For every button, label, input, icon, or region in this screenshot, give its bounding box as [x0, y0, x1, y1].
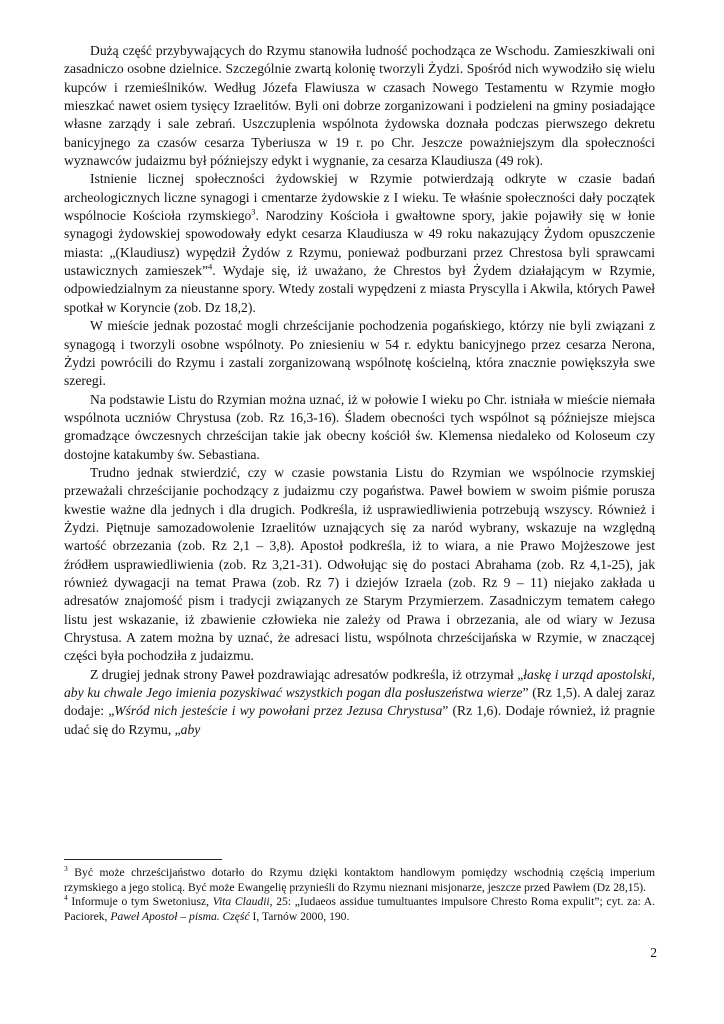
- body-text: [64, 42, 655, 739]
- text-run: Być może chrześcijaństwo dotarło do Rzymu dzięki kontaktom handlowym pomiędzy wschodnią częścią imperium rzymskiego a jego stolicą. Być może Ewangelię przynieśli do Rzymu nieznani misjonarze, jeszcze przed Pawłem (Dz 28,15).: [64, 866, 655, 894]
- footnote: [64, 895, 655, 924]
- text-run: I, Tarnów 2000, 190.: [249, 909, 350, 923]
- footnote: [64, 866, 655, 895]
- italic-text: Paweł Apostoł – pisma. Część: [110, 909, 250, 923]
- paragraph: [64, 464, 655, 666]
- text-run: Na podstawie Listu do Rzymian można uznać, iż w połowie I wieku po Chr. istniała w mieście niemała wspólnota uczniów Chrystusa (zob. Rz 16,3-16). Śladem obecności tych wspólnot są późniejsze miejsca gromadzące ówczesnych chrześcijan takie jak obecny kościół św. Klemensa niedaleko od Koloseum czy dostojne katakumby św. Sebastiana.: [64, 391, 655, 462]
- text-run: . Wydaje się, iż uważano, że Chrestos był Żydem działającym w Rzymie, odpowiedzialnym za nieustanne spory. Wtedy zostali wypędzeni z miasta Pryscylla i Akwila, których Paweł spotkał w Koryncie (zob. Dz 18,2).: [64, 263, 655, 315]
- italic-text: Wśród nich jesteście i wy powołani przez Jezusa Chrystusa: [114, 703, 443, 719]
- paragraph: [64, 391, 655, 464]
- paragraph: [64, 42, 655, 170]
- footnote-ref: 3: [64, 864, 68, 874]
- text-run: Istnienie licznej społeczności żydowskiej w Rzymie potwierdzają odkryte w czasie badań archeologicznych liczne synagogi i cmentarze żydowskie z I wieku. Te właśnie społeczności dały początek wspólnocie Kościoła rzymskiego: [64, 171, 655, 224]
- text-run: . Narodziny Kościoła i gwałtowne spory, jakie pojawiły się w łonie synagogi żydowskiej spowodowały edykt cesarza Klaudiusza w 49 roku nakazujący Żydom opuszczenie miasta: „(Klaudiusz) wypędził Żydów z Rzymu, ponieważ podburzani przez Chrestosa byli sprawcami ustawicznych zamieszek”: [64, 208, 655, 279]
- text-run: ” (Rz 1,6). Dodaje również, iż pragnie udać się do Rzymu, „: [64, 703, 655, 737]
- footnote-separator: [64, 859, 222, 860]
- text-run: W mieście jednak pozostać mogli chrześcijanie pochodzenia pogańskiego, którzy nie byli związani z synagogą i tworzyli osobne wspólnoty. Po zniesieniu w 54 r. edyktu banicyjnego przez cesarza Nerona, Żydzi powrócili do Rzymu i zastali zorganizowaną wspólnotę kościelną, która znacznie powiększyła swe szeregi.: [64, 318, 655, 389]
- footnote-ref: 4: [208, 261, 213, 272]
- paragraph: [64, 666, 655, 739]
- text-run: Informuje o tym Swetoniusz,: [67, 895, 213, 909]
- italic-text: Vita Claudii: [212, 895, 270, 909]
- italic-text: aby: [180, 721, 201, 737]
- text-run: Trudno jednak stwierdzić, czy w czasie powstania Listu do Rzymian we wspólnocie rzymskiej przeważali chrześcijanie pochodzący z judaizmu czy pogaństwa. Paweł bowiem w swoim piśmie porusza kwestie ważne dla jednych i dla drugich. Podkreśla, iż usprawiedliwienia potrzebują wszyscy. Również i Żydzi. Piętnuje samozadowolenie Izraelitów uznających się za naród wybrany, wskazuje na względną wartość obrzezania (zob. Rz 2,1 – 3,8). Apostoł podkreśla, iż to wiara, a nie Prawo Mojżeszowe jest źródłem usprawiedliwienia (zob. Rz 3,21-31). Odwołując się do postaci Abrahama (zob. Rz 4,1-25), jak również dywagacji na temat Prawa (zob. Rz 7) i dziejów Izraela (zob. Rz 9 – 11) niejako zakłada u adresatów znajomość pism i tradycji związanych ze Starym Przymierzem. Zasadniczym tematem całego listu jest wskazanie, iż zbawienie człowieka nie zależy od Prawa i obrzezania, ale od wiary w Jezusa Chrystusa. A zatem można by uznać, że adresaci listu, wspólnota chrześcijańska w Rzymie, w znaczącej części była pochodziła z judaizmu.: [64, 464, 655, 664]
- footnote-ref: 3: [251, 206, 256, 217]
- text-run: Z drugiej jednak strony Paweł pozdrawiając adresatów podkreśla, iż otrzymał „: [90, 666, 524, 682]
- paragraph: [64, 317, 655, 390]
- italic-text: łaskę i urząd apostolski, aby ku chwale Jego imienia pozyskiwać wszystkich pogan dla posłuszeństwa wierze: [64, 666, 656, 701]
- footnotes: [64, 866, 655, 924]
- text-run: ” (Rz 1,5). A dalej zaraz dodaje: „: [64, 685, 655, 719]
- paragraph: [64, 170, 655, 317]
- footnote-ref: 4: [64, 893, 68, 903]
- page-number: 2: [650, 945, 657, 960]
- text-run: Dużą część przybywających do Rzymu stanowiła ludność pochodząca ze Wschodu. Zamieszkiwali oni zasadniczo osobne dzielnice. Szczególnie zwartą kolonię tworzyli Żydzi. Spośród nich wywodziło się wielu kupców i rzemieślników. Według Józefa Flawiusza w czasach Nowego Testamentu w Rzymie mogło mieszkać nawet osiem tysięcy Izraelitów. Byli oni dobrze zorganizowani i podzieleni na gminy posiadające własne zarządy i sale zebrań. Uszczuplenia wspólnota żydowska doznała podczas pierwszego dekretu banicyjnego za czasów cesarza Tyberiusza w 19 r. po Chr. Jeszcze poważniejszym dla społeczności wyznawców judaizmu był późniejszy edykt i wygnanie, za cesarza Klaudiusza (49 rok).: [64, 43, 655, 169]
- text-run: , 25: „Iudaeos assidue tumultuantes impulsore Chresto Roma expulit”; cyt. za: A. Paciorek,: [64, 895, 655, 923]
